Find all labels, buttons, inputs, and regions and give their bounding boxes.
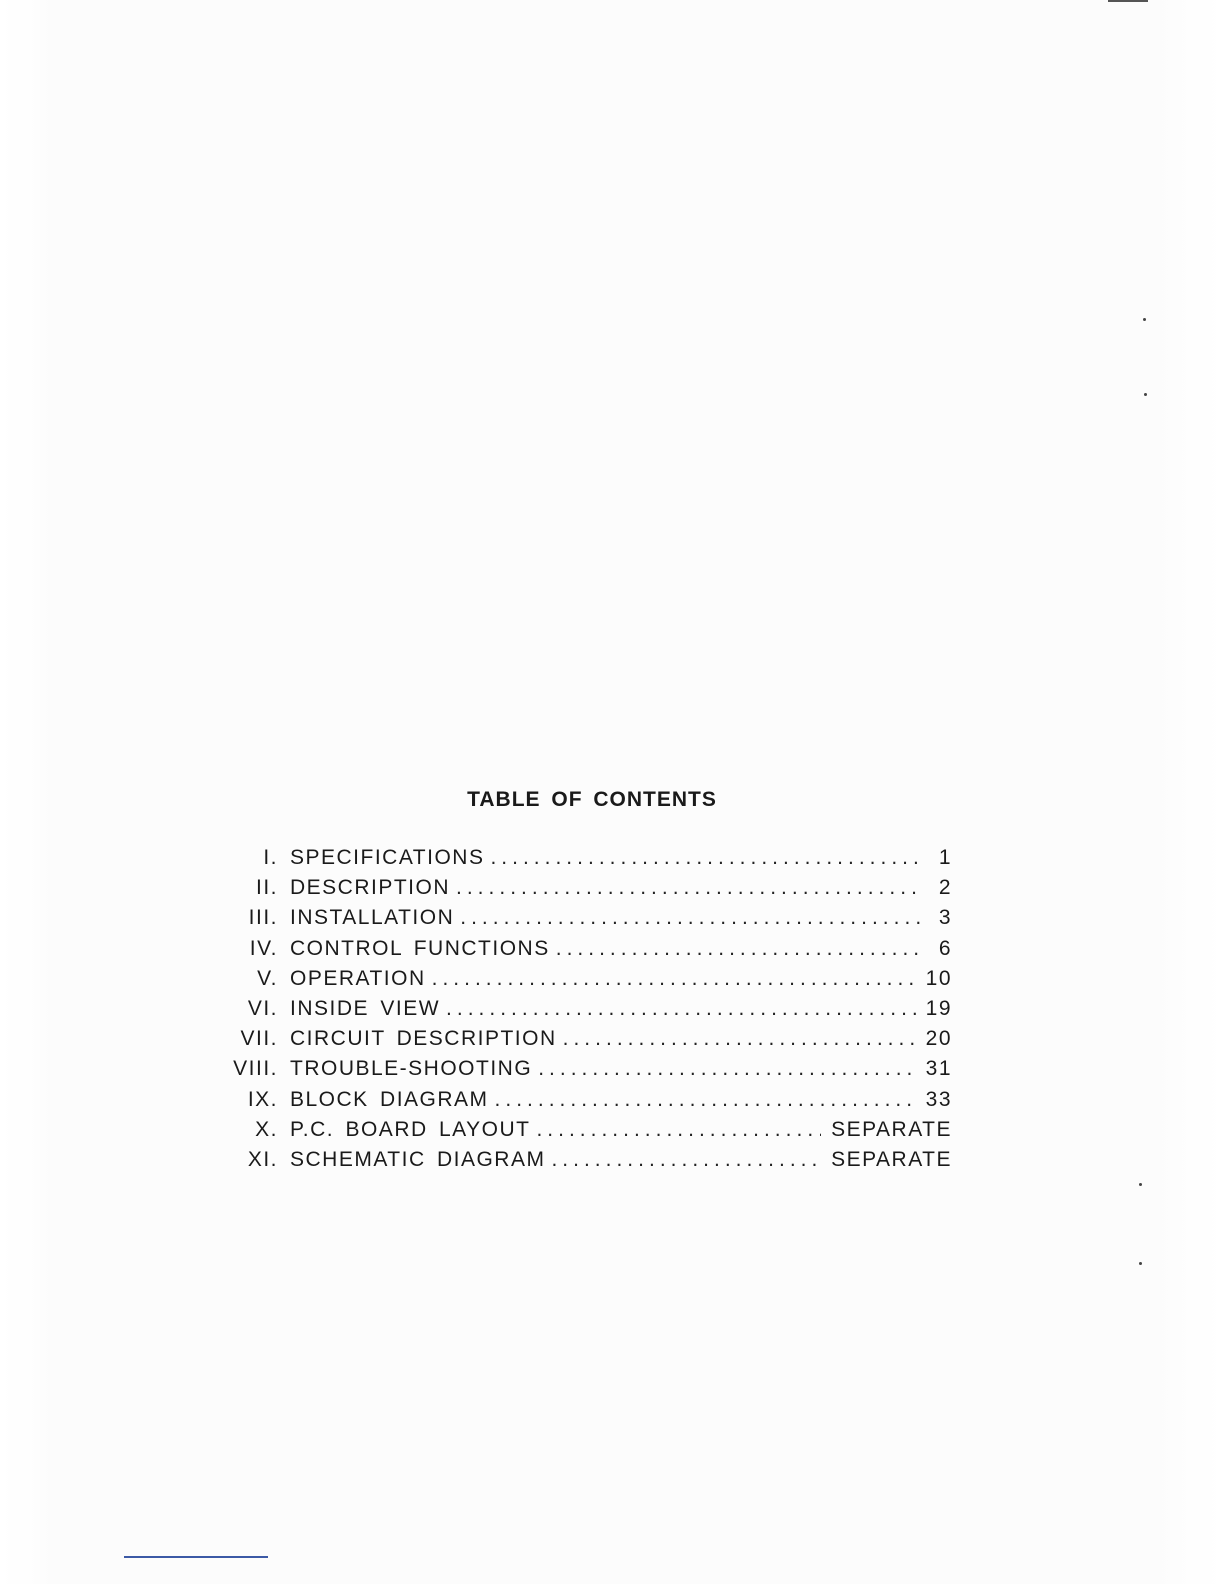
toc-entry-label: SPECIFICATIONS [290,846,485,869]
toc-leader-dots [536,1118,821,1142]
toc-entry-label: P.C. BOARD LAYOUT [290,1117,531,1141]
toc-entry [220,906,952,936]
toc-entry-label: INSTALLATION [290,906,455,930]
toc-entry-number: VIII. [233,1057,278,1081]
toc-leader-dots [446,997,916,1021]
toc-entry-page: SEPARATE [831,1117,952,1141]
toc-entry-page: 20 [925,1027,952,1051]
toc-entry-label: DESCRIPTION [290,876,451,900]
scan-speck [1143,318,1146,321]
toc-leader-dots [556,937,920,961]
toc-leader-dots [495,1088,916,1112]
toc-entry-number: IV. [249,936,278,960]
toc-entry-label: BLOCK DIAGRAM [290,1087,489,1111]
toc-title: TABLE OF CONTENTS [467,788,717,811]
toc-entry-label: OPERATION [290,966,426,990]
toc-entry-page: 31 [925,1057,952,1081]
toc-entry-number: III. [248,906,278,930]
toc-entry-page: 10 [925,966,952,990]
toc-entry-number: I. [263,846,278,869]
toc-entry [220,1148,952,1178]
toc-entry-number: VII. [240,1027,278,1051]
toc-leader-dots [538,1057,915,1081]
toc-entry-page: 19 [925,996,952,1020]
toc-leader-dots [563,1027,916,1051]
toc-entry-number: XI. [247,1147,278,1171]
scan-speck [1144,393,1147,396]
scan-edge-line [124,1556,268,1558]
toc-entry-number: V. [257,966,278,990]
toc-entry [220,1057,952,1087]
scan-artifact-line [1108,0,1148,2]
scan-speck [1139,1183,1142,1186]
toc-entry [220,1118,952,1148]
toc-leader-dots [456,876,920,900]
toc-entry-page: 33 [925,1087,952,1111]
toc-list [220,846,952,1178]
toc-entry [220,1088,952,1118]
toc-entry-label: SCHEMATIC DIAGRAM [290,1147,546,1171]
toc-entry-number: IX. [247,1087,278,1111]
scan-speck [1139,1262,1142,1265]
toc-entry [220,997,952,1027]
toc-leader-dots [551,1148,821,1172]
toc-entry-page: 3 [938,906,952,930]
toc-leader-dots [460,906,920,930]
toc-entry-page: 6 [938,936,952,960]
toc-entry-label: CONTROL FUNCTIONS [290,936,550,960]
toc-entry [220,1027,952,1057]
toc-entry [220,846,952,876]
toc-leader-dots [490,846,920,870]
toc-entry-page: SEPARATE [831,1147,952,1171]
toc-entry [220,876,952,906]
toc-entry-page: 1 [938,846,952,869]
toc-entry-number: II. [255,876,278,900]
toc-entry-label: INSIDE VIEW [290,996,441,1020]
toc-entry-label: TROUBLE-SHOOTING [290,1057,533,1081]
toc-entry-page: 2 [938,876,952,900]
toc-entry [220,967,952,997]
toc-entry-number: X. [255,1117,278,1141]
toc-entry [220,937,952,967]
toc-entry-label: CIRCUIT DESCRIPTION [290,1027,557,1051]
toc-leader-dots [432,967,916,991]
toc-entry-number: VI. [247,996,278,1020]
